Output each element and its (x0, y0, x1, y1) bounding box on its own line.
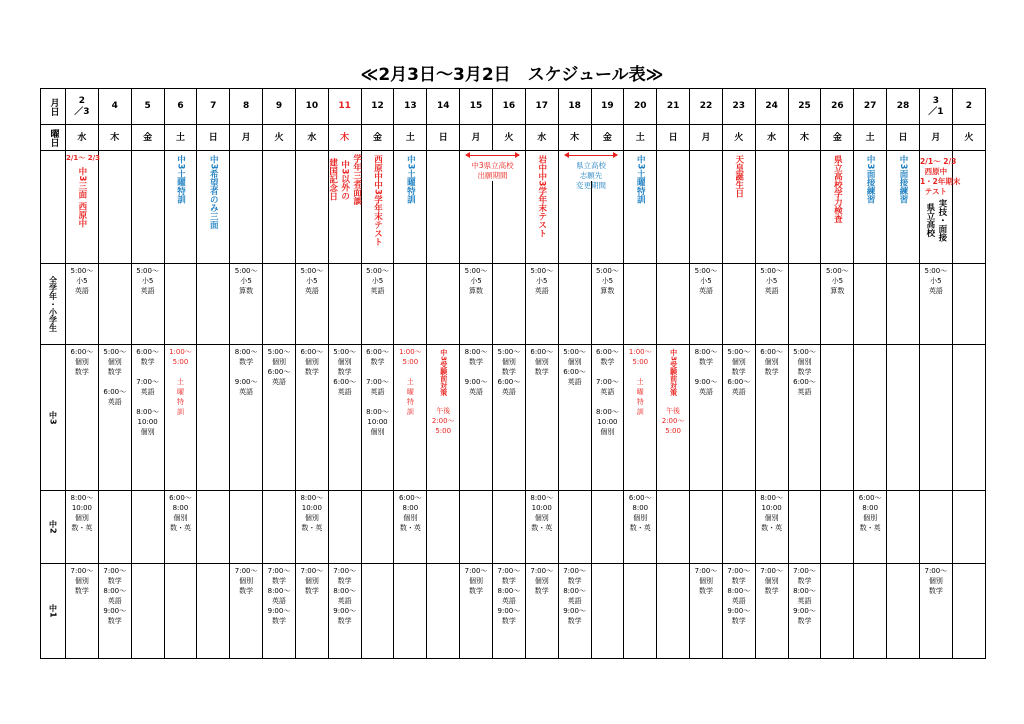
class-time: 6:00～ 8:00 個別 数・英 (628, 494, 652, 532)
class-time: 8:00～ 10:00 個別 数・英 (530, 494, 554, 532)
schedule-cell (328, 564, 361, 659)
class-time: 8:00～ 数学 9:00～ 英語 (694, 348, 718, 396)
class-time: 7:00～ 数学 8:00～ 英語 9:00～ 数学 (727, 567, 751, 625)
schedule-cell (919, 345, 952, 491)
schedule-cell (591, 264, 624, 345)
class-time: 7:00～ 数学 8:00～ 英語 9:00～ 数学 (103, 567, 127, 625)
date-cell: 5 (131, 89, 164, 125)
class-time: 6:00～ 数学 7:00～ 英語 8:00～ 10:00 個別 (366, 348, 389, 436)
schedule-cell (624, 345, 657, 491)
class-time: 6:00～ 8:00 個別 数・英 (169, 494, 192, 532)
schedule-cell (657, 564, 690, 659)
schedule-cell (591, 491, 624, 564)
period-arrow (565, 155, 618, 156)
schedule-cell (854, 345, 887, 491)
grade2-row (41, 491, 986, 564)
event-cell (690, 151, 723, 264)
period-arrow (466, 155, 519, 156)
class-time: 5:00～ 個別 6:00～ 英語 (563, 348, 586, 386)
date-cell: 24 (755, 89, 788, 125)
date-row (41, 89, 986, 125)
schedule-cell (427, 264, 460, 345)
schedule-cell (525, 264, 558, 345)
weekday-cell: 日 (197, 125, 230, 151)
weekday-cell: 金 (131, 125, 164, 151)
schedule-cell (295, 345, 328, 491)
schedule-cell (722, 491, 755, 564)
weekday-cell: 土 (854, 125, 887, 151)
date-cell: 10 (295, 89, 328, 125)
schedule-cell (525, 491, 558, 564)
schedule-cell (66, 564, 99, 659)
class-time: 7:00～ 個別 数学 (760, 567, 783, 595)
event-note: 2/1～ 2/3 (66, 154, 101, 162)
schedule-cell (821, 564, 854, 659)
schedule-cell (854, 491, 887, 564)
schedule-cell (690, 264, 723, 345)
schedule-cell (952, 264, 985, 345)
schedule-cell (361, 345, 394, 491)
schedule-cell (558, 345, 591, 491)
page-title: ≪2月3日～3月2日 スケジュール表≫ (360, 65, 664, 85)
class-time: 5:00～ 個別 数学 6:00～ 英語 (727, 348, 751, 396)
schedule-cell (361, 264, 394, 345)
schedule-cell (197, 564, 230, 659)
event-note: 西原中中3学年末テスト (372, 155, 383, 246)
class-time: 7:00～ 数学 8:00～ 英語 9:00～ 数学 (267, 567, 291, 625)
schedule-cell (131, 564, 164, 659)
schedule-cell (821, 264, 854, 345)
class-time: 5:00～ 小5 英語 (694, 267, 718, 295)
schedule-cell (624, 491, 657, 564)
weekday-cell: 月 (690, 125, 723, 151)
class-time: 7:00～ 個別 数学 (530, 567, 554, 595)
schedule-cell (66, 345, 99, 491)
schedule-cell (624, 564, 657, 659)
class-time: 8:00～ 10:00 個別 数・英 (760, 494, 783, 532)
weekday-cell: 日 (427, 125, 460, 151)
schedule-cell (788, 564, 821, 659)
class-time: 6:00～ 8:00 個別 数・英 (858, 494, 882, 532)
event-cell (230, 151, 263, 264)
event-cell (295, 151, 328, 264)
schedule-cell (722, 345, 755, 491)
day-divider (591, 181, 592, 263)
schedule-cell (98, 564, 131, 659)
weekday-cell: 月 (919, 125, 952, 151)
schedule-cell (394, 564, 427, 659)
schedule-cell (492, 491, 525, 564)
date-cell: 4 (98, 89, 131, 125)
schedule-cell (164, 264, 197, 345)
event-cell (525, 151, 558, 264)
weekday-cell: 木 (328, 125, 361, 151)
schedule-cell (492, 345, 525, 491)
date-cell: 13 (394, 89, 427, 125)
schedule-cell (788, 264, 821, 345)
event-cell (788, 151, 821, 264)
class-time: 6:00～ 数学 7:00～ 英語 8:00～ 10:00 個別 (136, 348, 159, 436)
class-time: 6:00～ 個別 数学 (530, 348, 554, 376)
schedule-cell (197, 491, 230, 564)
row-label-m2: 中2 (41, 491, 66, 564)
event-note: 中3面接練習 (865, 155, 876, 204)
schedule-cell (460, 564, 493, 659)
schedule-cell (788, 345, 821, 491)
weekday-cell: 火 (722, 125, 755, 151)
date-cell: 23 (722, 89, 755, 125)
schedule-cell (328, 491, 361, 564)
weekday-cell: 水 (66, 125, 99, 151)
weekday-cell: 土 (394, 125, 427, 151)
date-cell: 20 (624, 89, 657, 125)
date-cell: 8 (230, 89, 263, 125)
weekday-cell: 日 (657, 125, 690, 151)
class-time: 5:00～ 小5 英語 (924, 267, 948, 295)
schedule-cell (164, 491, 197, 564)
schedule-cell (427, 345, 460, 491)
event-cell (263, 151, 296, 264)
date-cell: 2 ／3 (66, 89, 99, 125)
dow-label: 曜日 (41, 125, 66, 151)
day-divider (492, 181, 493, 263)
schedule-cell (427, 491, 460, 564)
class-time: 7:00～ 個別 数学 (924, 567, 948, 595)
class-time: 7:00～ 個別 数学 (70, 567, 94, 595)
weekday-cell: 水 (525, 125, 558, 151)
event-cell (821, 151, 854, 264)
schedule-cell (164, 564, 197, 659)
schedule-cell (460, 491, 493, 564)
schedule-cell (788, 491, 821, 564)
grade3-row (41, 345, 986, 491)
row-label-all: 全学年・小学生 (41, 264, 66, 345)
event-note: 中3土曜特訓 (175, 155, 186, 204)
schedule-cell (821, 345, 854, 491)
schedule-cell (690, 564, 723, 659)
schedule-cell (821, 491, 854, 564)
schedule-cell (591, 564, 624, 659)
class-time: 8:00～ 数学 9:00～ 英語 (234, 348, 258, 396)
weekday-cell: 火 (263, 125, 296, 151)
all-grade-row (41, 264, 986, 345)
schedule-cell (919, 491, 952, 564)
schedule-cell (657, 491, 690, 564)
date-label: 月日 (41, 89, 66, 125)
event-note: 中3以外の (339, 159, 350, 200)
weekday-cell: 月 (230, 125, 263, 151)
event-note: 天皇誕生日 (733, 155, 744, 198)
weekday-cell: 土 (624, 125, 657, 151)
date-cell: 2 (952, 89, 985, 125)
class-time: 7:00～ 個別 数学 (234, 567, 258, 595)
schedule-cell (66, 264, 99, 345)
date-cell: 15 (460, 89, 493, 125)
event-note: 県立高校 (924, 203, 935, 238)
weekday-cell: 木 (558, 125, 591, 151)
grade1-row (41, 564, 986, 659)
dow-row (41, 125, 986, 151)
schedule-cell (394, 345, 427, 491)
event-note: 中3土曜特訓 (635, 155, 646, 204)
schedule-cell (887, 345, 920, 491)
schedule-cell (295, 491, 328, 564)
class-time: 6:00～ 個別 数学 (300, 348, 324, 376)
weekday-cell: 日 (887, 125, 920, 151)
schedule-cell (361, 491, 394, 564)
class-time: 5:00～ 小5 算数 (464, 267, 488, 295)
event-note: 中3三面 (76, 167, 87, 199)
schedule-cell (295, 264, 328, 345)
schedule-cell (558, 264, 591, 345)
event-row (41, 151, 986, 264)
row-label-m1: 中1 (41, 564, 66, 659)
schedule-cell (854, 564, 887, 659)
schedule-cell (131, 264, 164, 345)
class-time: 5:00～ 小5 英語 (70, 267, 94, 295)
event-note: 県立高校学力検査 (832, 155, 843, 223)
schedule-cell (98, 345, 131, 491)
date-cell: 19 (591, 89, 624, 125)
class-note: 中3受験前対策 (669, 349, 678, 396)
date-cell: 17 (525, 89, 558, 125)
schedule-cell (492, 564, 525, 659)
schedule-cell (98, 264, 131, 345)
class-time: 5:00～ 個別 数学 6:00～ 英語 (333, 348, 357, 396)
class-time: 5:00～ 小5 算数 (234, 267, 258, 295)
event-cell (722, 151, 755, 264)
class-time: 5:00～ 小5 英語 (530, 267, 554, 295)
class-note: 中3受験前対策 (439, 349, 448, 396)
schedule-cell (295, 564, 328, 659)
event-cell (854, 151, 887, 264)
schedule-cell (591, 345, 624, 491)
class-time: 5:00～ 小5 英語 (136, 267, 159, 295)
weekday-cell: 火 (952, 125, 985, 151)
class-time: 6:00～ 数学 7:00～ 英語 8:00～ 10:00 個別 (596, 348, 619, 436)
event-cell (919, 151, 961, 264)
class-time: 5:00～ 小5 算数 (596, 267, 619, 295)
event-span-cell (558, 151, 624, 264)
event-note: 学年三者面談 (351, 154, 362, 205)
schedule-cell (197, 264, 230, 345)
date-cell: 27 (854, 89, 887, 125)
event-note: 中3面接練習 (898, 155, 909, 204)
schedule-cell (394, 491, 427, 564)
schedule-cell (919, 264, 952, 345)
class-time: 7:00～ 個別 数学 (300, 567, 324, 595)
schedule-cell (492, 264, 525, 345)
class-time: 7:00～ 個別 数学 (464, 567, 488, 595)
event-note-group (920, 199, 952, 242)
event-note: 実技・面接 (936, 199, 947, 242)
event-cell (98, 151, 131, 264)
event-note: 中3希望者のみ三面 (208, 155, 219, 229)
event-note: 岩中中3学年末テスト (536, 155, 547, 238)
class-time: 6:00～ 個別 数学 (70, 348, 94, 376)
event-cell (657, 151, 690, 264)
schedule-cell (657, 345, 690, 491)
period-text: 中3県立高校 出願期間 (471, 161, 514, 180)
class-time: 5:00～ 個別 6:00～ 英語 (267, 348, 291, 386)
schedule-cell (230, 491, 263, 564)
schedule-cell (525, 345, 558, 491)
schedule-cell (558, 491, 591, 564)
event-note-group (329, 154, 361, 205)
schedule-cell (263, 491, 296, 564)
schedule-cell (66, 491, 99, 564)
period-text: 県立高校 志願先 変更期間 (576, 161, 606, 190)
class-time: 5:00～ 小5 英語 (300, 267, 324, 295)
schedule-cell (952, 491, 985, 564)
class-time: 1:00～ 5:00 土 曜 特 訓 (628, 348, 652, 416)
date-cell: 22 (690, 89, 723, 125)
event-cell (328, 151, 361, 264)
class-time: 7:00～ 個別 数学 (694, 567, 718, 595)
schedule-cell (131, 345, 164, 491)
date-cell: 3 ／1 (919, 89, 952, 125)
schedule-cell (690, 491, 723, 564)
class-time: 7:00～ 数学 8:00～ 英語 9:00～ 数学 (333, 567, 357, 625)
date-cell: 26 (821, 89, 854, 125)
event-cell (164, 151, 197, 264)
date-cell: 16 (492, 89, 525, 125)
schedule-cell (263, 564, 296, 659)
schedule-cell (952, 345, 985, 491)
schedule-cell (755, 264, 788, 345)
schedule-cell (263, 345, 296, 491)
weekday-cell: 木 (788, 125, 821, 151)
schedule-cell (854, 264, 887, 345)
event-cell (361, 151, 394, 264)
schedule-cell (230, 564, 263, 659)
row-label-m3: 中3 (41, 345, 66, 491)
schedule-cell (427, 564, 460, 659)
schedule-cell (98, 491, 131, 564)
schedule-cell (328, 345, 361, 491)
class-time: 5:00～ 個別 数学 6:00～ 英語 (793, 348, 816, 396)
event-cell (887, 151, 920, 264)
date-cell: 18 (558, 89, 591, 125)
schedule-cell (361, 564, 394, 659)
event-span-cell (460, 151, 526, 264)
schedule-cell (755, 491, 788, 564)
date-cell: 14 (427, 89, 460, 125)
schedule-cell (131, 491, 164, 564)
schedule-cell (230, 345, 263, 491)
date-cell: 25 (788, 89, 821, 125)
schedule-cell (230, 264, 263, 345)
class-time: 6:00～ 個別 数学 (760, 348, 783, 376)
class-time: 8:00～ 10:00 個別 数・英 (70, 494, 94, 532)
date-cell: 11 (328, 89, 361, 125)
class-time: 午後 2:00～ 5:00 (661, 406, 685, 435)
class-time: 5:00～ 小5 英語 (366, 267, 389, 295)
date-cell: 28 (887, 89, 920, 125)
schedule-cell (657, 264, 690, 345)
event-note: 西原中 (76, 202, 87, 228)
schedule-cell (460, 345, 493, 491)
schedule-cell (263, 264, 296, 345)
class-time: 1:00～ 5:00 土 曜 特 訓 (398, 348, 422, 416)
date-cell: 7 (197, 89, 230, 125)
schedule-cell (164, 345, 197, 491)
schedule-cell (919, 564, 952, 659)
event-cell (624, 151, 657, 264)
event-cell (131, 151, 164, 264)
schedule-cell (755, 345, 788, 491)
event-cell (755, 151, 788, 264)
schedule-cell (722, 264, 755, 345)
schedule-cell (887, 564, 920, 659)
event-cell (197, 151, 230, 264)
date-cell: 6 (164, 89, 197, 125)
class-time: 5:00～ 小5 英語 (760, 267, 783, 295)
event-cell (66, 151, 99, 264)
weekday-cell: 水 (295, 125, 328, 151)
weekday-cell: 火 (492, 125, 525, 151)
event-note: 建国記念日 (327, 158, 338, 201)
class-time: 5:00～ 小5 算数 (825, 267, 849, 295)
weekday-cell: 金 (361, 125, 394, 151)
weekday-cell: 金 (821, 125, 854, 151)
date-cell: 21 (657, 89, 690, 125)
class-time: 6:00～ 8:00 個別 数・英 (398, 494, 422, 532)
schedule-table (40, 88, 986, 659)
weekday-cell: 土 (164, 125, 197, 151)
schedule-cell (887, 264, 920, 345)
event-note: 中3土曜特訓 (405, 155, 416, 204)
schedule-cell (197, 345, 230, 491)
schedule-cell (755, 564, 788, 659)
event-label-cell (41, 151, 66, 264)
weekday-cell: 金 (591, 125, 624, 151)
class-time: 5:00～ 個別 数学 6:00～ 英語 (103, 348, 127, 406)
date-cell: 9 (263, 89, 296, 125)
event-cell (394, 151, 427, 264)
schedule-cell (394, 264, 427, 345)
weekday-cell: 木 (98, 125, 131, 151)
schedule-cell (690, 345, 723, 491)
class-time: 7:00～ 数学 8:00～ 英語 9:00～ 数学 (497, 567, 521, 625)
schedule-cell (952, 564, 985, 659)
schedule-cell (328, 264, 361, 345)
class-time: 8:00～ 数学 9:00～ 英語 (464, 348, 488, 396)
schedule-cell (558, 564, 591, 659)
event-cell (427, 151, 460, 264)
date-cell: 12 (361, 89, 394, 125)
schedule-cell (887, 491, 920, 564)
class-time: 5:00～ 個別 数学 6:00～ 英語 (497, 348, 521, 396)
class-time: 午後 2:00～ 5:00 (431, 406, 455, 435)
class-time: 1:00～ 5:00 土 曜 特 訓 (169, 348, 192, 416)
class-time: 7:00～ 数学 8:00～ 英語 9:00～ 数学 (563, 567, 586, 625)
class-time: 8:00～ 10:00 個別 数・英 (300, 494, 324, 532)
schedule-cell (460, 264, 493, 345)
event-note: 2/1～ 2/3 西原中 1・2年期末 テスト (919, 157, 961, 196)
weekday-cell: 月 (460, 125, 493, 151)
weekday-cell: 水 (755, 125, 788, 151)
event-cell (952, 151, 985, 264)
schedule-cell (525, 564, 558, 659)
schedule-cell (624, 264, 657, 345)
class-time: 7:00～ 数学 8:00～ 英語 9:00～ 数学 (793, 567, 816, 625)
schedule-cell (722, 564, 755, 659)
